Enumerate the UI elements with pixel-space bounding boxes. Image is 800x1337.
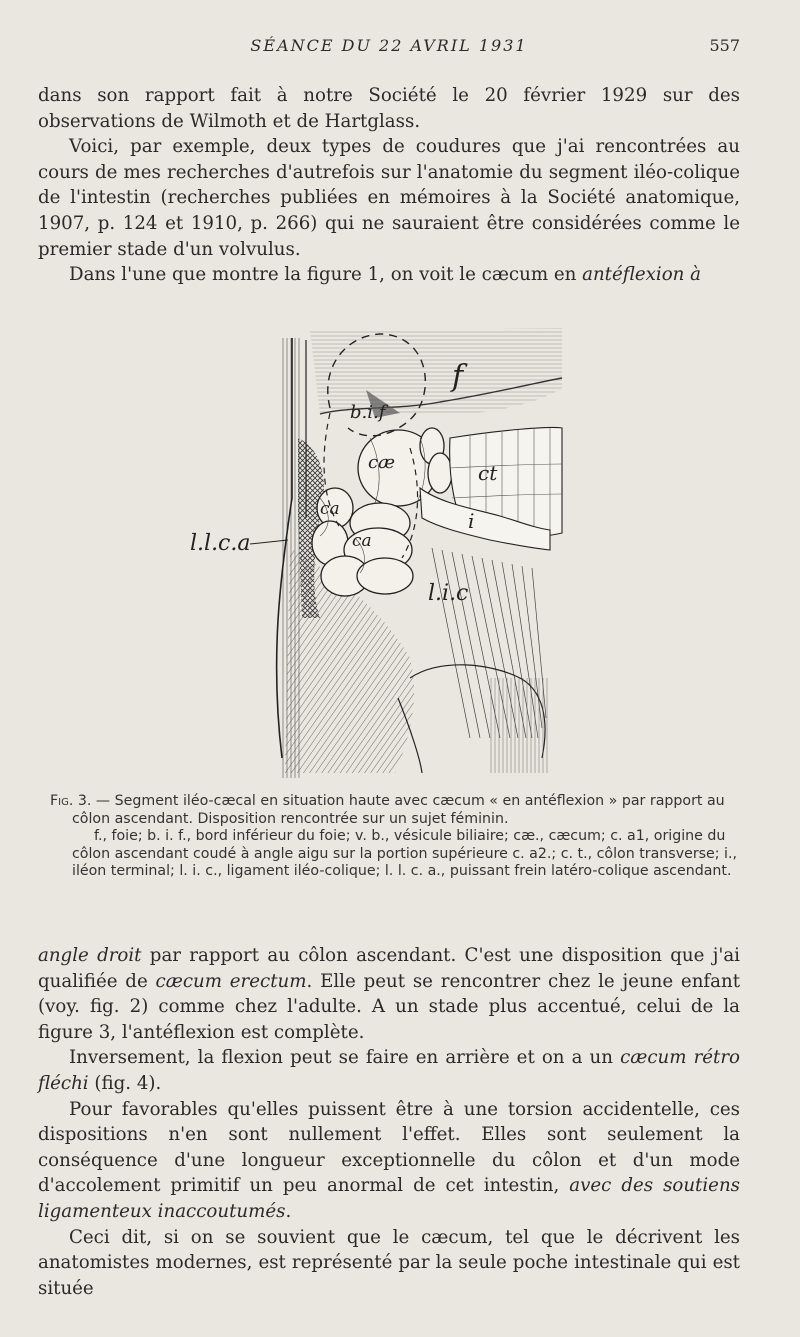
label-ca1: ca xyxy=(320,499,340,519)
paragraph-4-emphasis-1: angle droit xyxy=(38,945,142,966)
label-ct: ct xyxy=(478,461,498,485)
text-block-bottom xyxy=(38,943,740,1301)
label-i: i xyxy=(468,509,475,533)
paragraph-6 xyxy=(38,1097,740,1225)
paragraph-3-text: Dans l'une que montre la figure 1, on voit le cæcum en xyxy=(69,264,583,286)
label-bif: b.i.f xyxy=(350,402,386,423)
label-lic: l.i.c xyxy=(428,581,469,606)
caption-legend: f., foie; b. i. f., bord inférieur du foie; v. b., vésicule biliaire; cæ., cæcum; c. a1, origine du côlon ascendant coudé à angle aigu sur la portion supérieure c. a2.; c. t., côlon transverse; i., iléon terminal; l. i. c., ligament iléo-colique; l. l. c. a., puissant frein latéro-colique ascendant. xyxy=(72,828,738,880)
page-number: 557 xyxy=(709,36,740,55)
paragraph-4 xyxy=(38,943,740,1045)
paragraph-3 xyxy=(38,262,740,288)
caption-main-text: — Segment iléo-cæcal en situation haute avec cæcum « en antéflexion » par rapport au côlon ascendant. Disposition rencontrée sur un sujet féminin. xyxy=(72,793,725,827)
paragraph-4-text-b: . Elle peut se rencontrer chez le jeune enfant (voy. fig. 2) comme chez l'adulte. A un stade plus accentué, celui de la figure 3, l'antéflexion est complète. xyxy=(38,970,741,1043)
label-ca2: ca xyxy=(352,531,372,551)
anatomical-figure xyxy=(170,318,570,778)
paragraph-6-text-b: . xyxy=(285,1200,292,1222)
paragraph-4-emphasis-2: cæcum erectum xyxy=(155,970,307,992)
figure-caption xyxy=(50,793,752,881)
paragraph-6-emphasis: avec des soutiens ligamenteux inaccoutumés xyxy=(38,1175,740,1222)
paragraph-4-text-a: par rapport au côlon ascendant. C'est une disposition que j'ai qualifiée de xyxy=(38,945,740,992)
paragraph-5 xyxy=(38,1045,740,1096)
label-cae: cæ xyxy=(368,452,395,473)
label-f: f xyxy=(452,359,464,394)
paragraph-5-text-b: (fig. 4). xyxy=(88,1072,162,1094)
paragraph-6-text-a: Pour favorables qu'elles puissent être à une torsion accidentelle, ces dispositions n'en sont nullement l'effet. Elles sont seulement la conséquence d'une longueur exceptionnelle du côlon et d'un mode d'accolement primitif un peu anormal de cet intestin, xyxy=(38,1098,740,1197)
caption-main xyxy=(50,793,752,828)
paragraph-1: dans son rapport fait à notre Société le 20 février 1929 sur des observations de Wilmoth et de Hartglass. xyxy=(38,85,740,132)
caption-fig-label: Fig. 3. xyxy=(50,793,92,809)
text-block-top xyxy=(38,83,740,288)
label-lca: l.l.c.a xyxy=(190,531,251,556)
paragraph-7: Ceci dit, si on se souvient que le cæcum, tel que le décrivent les anatomistes modernes, est représenté par la seule poche intestinale qui est située xyxy=(38,1226,740,1299)
running-head xyxy=(38,36,740,60)
running-title: SÉANCE DU 22 AVRIL 1931 xyxy=(250,36,528,55)
paragraph-5-text-a: Inversement, la flexion peut se faire en arrière et on a un xyxy=(69,1047,621,1069)
ileocecal-illustration xyxy=(170,318,570,778)
paragraph-5-emphasis: cæcum rétro fléchi xyxy=(38,1047,740,1094)
paragraph-3-emphasis: antéflexion à xyxy=(582,264,701,286)
paragraph-2: Voici, par exemple, deux types de coudures que j'ai rencontrées au cours de mes recherches d'autrefois sur l'anatomie du segment iléo-colique de l'intestin (recherches publiées en mémoires à la Société anatomique, 1907, p. 124 et 1910, p. 266) qui ne sauraient être considérées comme le premier stade d'un volvulus. xyxy=(38,136,740,260)
